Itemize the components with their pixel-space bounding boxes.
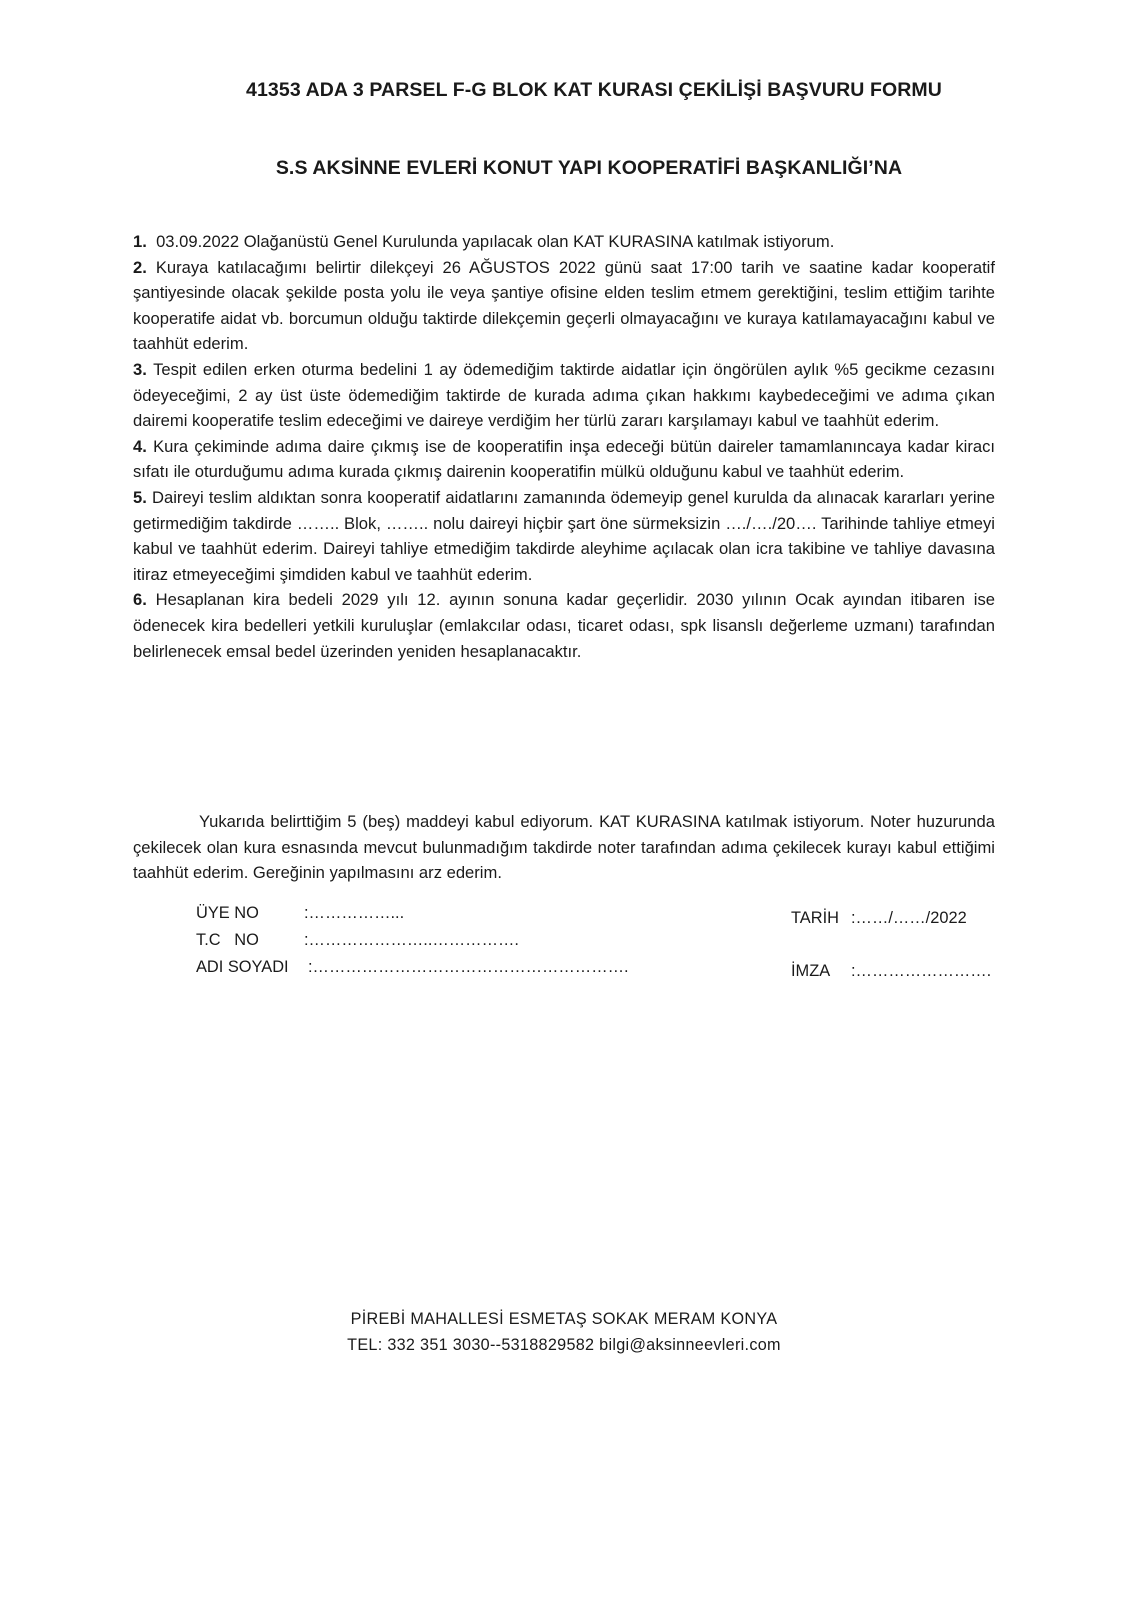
clause-item	[133, 485, 995, 587]
clause-item	[133, 587, 995, 664]
clause-text: Tespit edilen erken oturma bedelini 1 ay ödemediğim taktirde aidatlar için öngörülen aylık %5 gecikme cezasını ödeyeceğimi, 2 ay üst üste ödemediğim taktirde de kurada adıma çıkan hakkımı kaybedeceğimi ve adıma çıkan dairemi kooperatife teslim edeceğimi ve daireye verdiğim her türlü zararı karşılamayı kabul ve taahhüt ederim.	[133, 359, 996, 431]
clause-number: 5.	[133, 487, 147, 507]
adi-soyadi-value: :………………………………………………….	[308, 958, 629, 976]
addressee-heading: S.S AKSİNNE EVLERİ KONUT YAPI KOOPERATİFİ BAŞKANLIĞI’NA	[275, 157, 903, 179]
clause-number: 1.	[133, 232, 147, 251]
closing-paragraph: Yukarıda belirttiğim 5 (beş) maddeyi kabul ediyorum. KAT KURASINA katılmak istiyorum. Noter huzurunda çekilecek olan kura esnasında mevcut bulunmadığım takdirde noter tarafından adıma çekilecek kurayı kabul ettiğimi taahhüt ederim. Gereğinin yapılmasını arz ederim.	[133, 812, 995, 883]
clause-text: Hesaplanan kira bedeli 2029 yılı 12. ayının sonuna kadar geçerlidir. 2030 yılının Ocak ayından itibaren ise ödenecek kira bedelleri yetkili kuruluşlar (emlakcılar odası, ticaret odası, spk lisanslı değerleme uzmanı) tarafından belirlenecek emsal bedel üzerinden yeniden hesaplanacaktır.	[133, 590, 995, 661]
tarih-value: :……/……/2022	[851, 909, 967, 927]
clause-list	[133, 229, 995, 664]
footer-contact: TEL: 332 351 3030--5318829582 bilgi@aksinneevleri.com	[347, 1336, 781, 1354]
clause-text: Kura çekiminde adıma daire çıkmış ise de kooperatifin inşa edeceği bütün daireler tamamlanıncaya kadar kiracı sıfatı ile oturduğumu adıma kurada çıkmış dairenin kooperatifin mülkü olduğunu kabul ve taahhüt ederim.	[133, 436, 995, 482]
imza-field[interactable]	[791, 962, 991, 981]
tarih-field[interactable]	[791, 909, 967, 928]
clause-text: Kuraya katılacağımı belirtir dilekçeyi 26 AĞUSTOS 2022 günü saat 17:00 tarih ve saatine kadar kooperatif şantiyesinde olacak şekilde posta yolu ile veya şantiye ofisine elden teslim etmem gerektiğini, teslim ettiğim tarihte kooperatife aidat vb. borcumun olduğu taktirde dilekçemin geçerli olmayacağını ve kuraya katılamayacağını kabul ve taahhüt ederim.	[133, 257, 995, 354]
uye-no-field[interactable]	[196, 904, 404, 923]
clause-number: 6.	[133, 590, 147, 610]
clause-item	[133, 434, 995, 485]
imza-label: İMZA	[791, 962, 831, 980]
uye-no-label: ÜYE NO	[196, 904, 259, 922]
clause-text: Daireyi teslim aldıktan sonra kooperatif aidatlarını zamanında ödemeyip genel kurulda da alınacak kararları yerine getirmediğim takdirde …….. Blok, …….. nolu daireyi hiçbir şart öne sürmeksizin …./…./20…. Tarihinde tahliye etmeyi kabul ve taahhüt ederim. Daireyi tahliye etmediğim takdirde aleyhime açılacak olan icra takibine ve tahliye davasına itiraz etmeyeceğimi şimdiden kabul ve taahhüt ederim.	[133, 487, 995, 584]
clause-text: 03.09.2022 Olağanüstü Genel Kurulunda yapılacak olan KAT KURASINA katılmak istiyorum.	[156, 232, 835, 251]
clause-number: 2.	[133, 257, 147, 277]
footer	[0, 1306, 1128, 1358]
imza-value: :…………………….	[851, 962, 992, 980]
clause-number: 3.	[133, 359, 147, 379]
tc-no-value: :…………………..…………….	[304, 931, 519, 949]
clause-item	[133, 357, 995, 434]
adi-soyadi-label: ADI SOYADI	[196, 958, 289, 976]
clause-item	[133, 229, 995, 255]
uye-no-value: :……………...	[304, 904, 405, 922]
form-title: 41353 ADA 3 PARSEL F-G BLOK KAT KURASI ÇEKİLİŞİ BAŞVURU FORMU	[246, 79, 942, 101]
clause-number: 4.	[133, 436, 147, 456]
footer-address: PİREBİ MAHALLESİ ESMETAŞ SOKAK MERAM KONYA	[350, 1310, 778, 1328]
adi-soyadi-field[interactable]	[196, 958, 629, 977]
tc-no-label: T.C NO	[196, 931, 259, 949]
clause-item	[133, 255, 995, 357]
tc-no-field[interactable]	[196, 931, 519, 950]
tarih-label: TARİH	[791, 909, 839, 927]
